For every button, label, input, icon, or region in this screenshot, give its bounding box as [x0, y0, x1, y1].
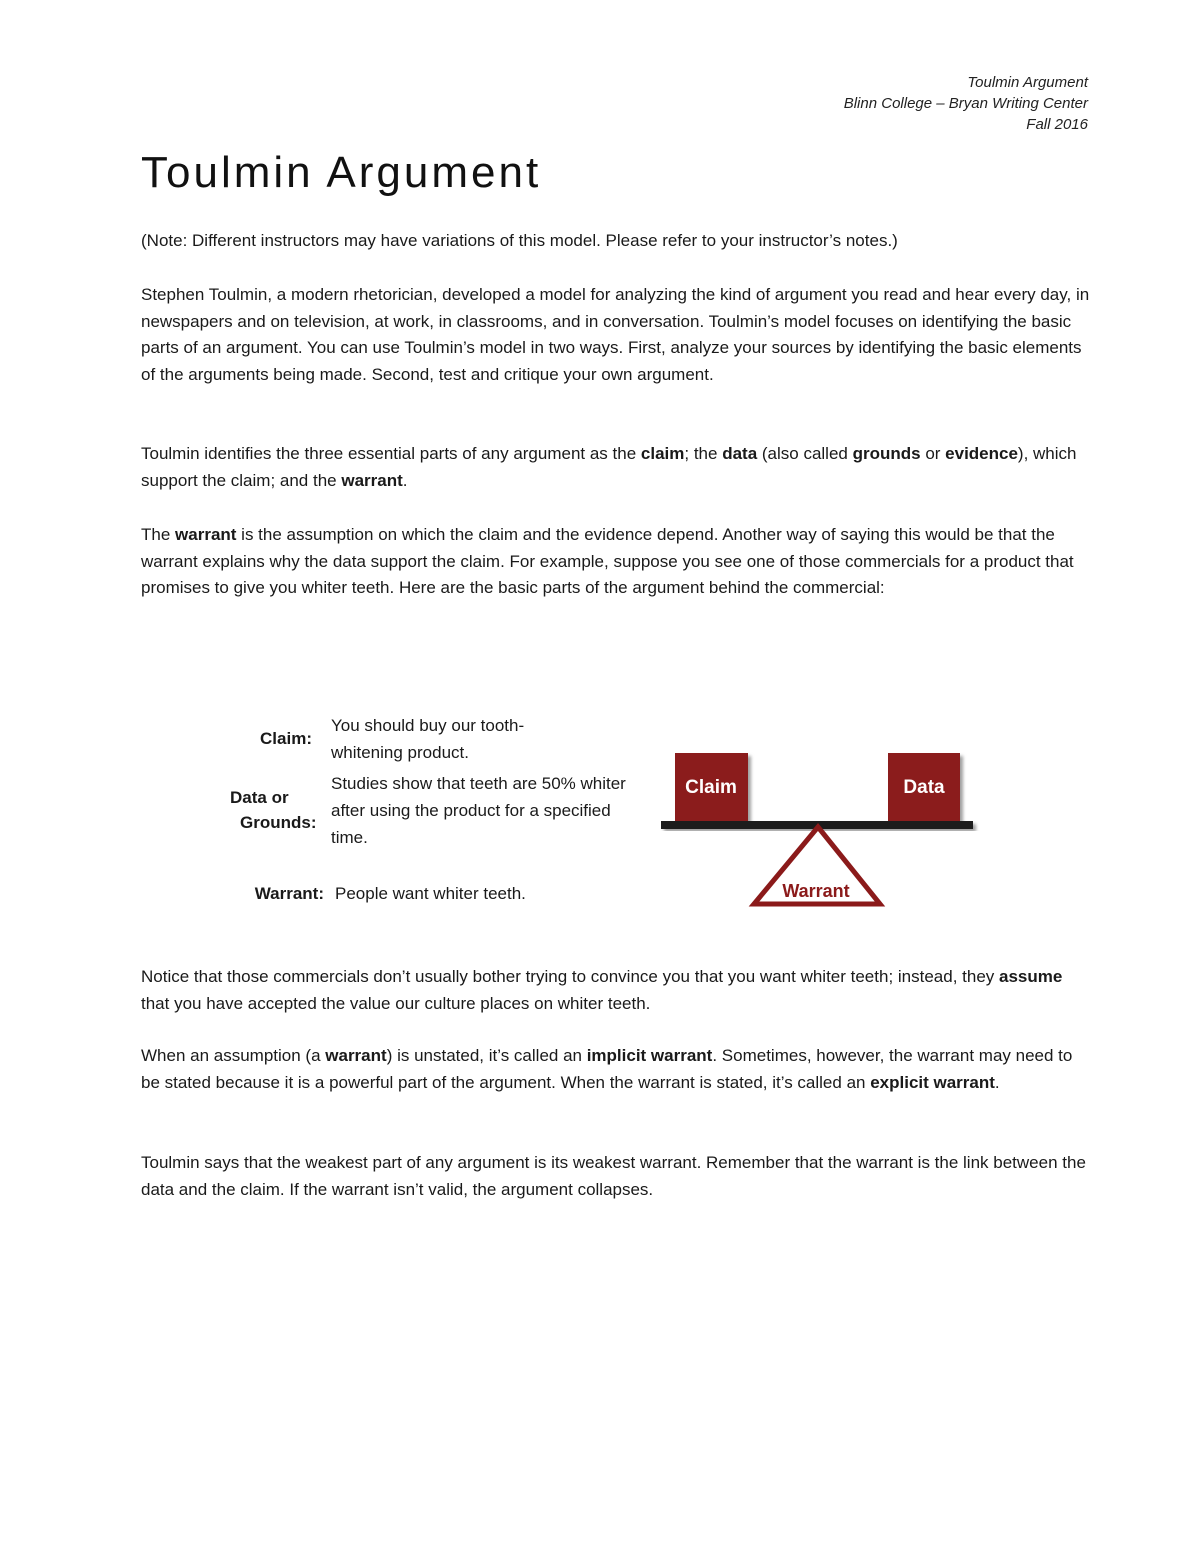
toulmin-balance-diagram [655, 745, 980, 915]
intro-text: Stephen Toulmin, a modern rhetorician, developed a model for analyzing the kind of argument you read and hear every day, in newspapers and on television, at work, in classrooms, and in conversation. Toulmin’s model focuses on identifying the basic parts of an argument. You can use Toulmin’s model in two ways. First, analyze your sources by identifying the basic elements of the arguments being made. Second, test and critique your own argument. [141, 285, 1090, 384]
claim-label: Claim: [260, 729, 312, 748]
data-label-line-1: Data or [230, 788, 289, 807]
bold-warrant: warrant [175, 525, 237, 544]
text-span: ), which support the claim; and the [141, 444, 1077, 490]
claim-box-label: Claim [685, 777, 737, 798]
text-span: . Sometimes, however, the warrant may need to be stated because it is a powerful part of the argument. When the warrant is stated, it’s called an [141, 1046, 1073, 1092]
data-box-label: Data [903, 777, 945, 798]
warrant-paragraph [141, 522, 1091, 602]
commercials-paragraph [141, 964, 1091, 1017]
bold-assume: assume [999, 967, 1063, 986]
bold-data: data [722, 444, 758, 463]
text-span: that you have accepted the value our culture places on whiter teeth. [141, 993, 651, 1013]
data-text: Studies show that teeth are 50% whiter after using the product for a specified time. [331, 774, 626, 847]
text-span: Toulmin identifies the three essential parts of any argument as the [141, 444, 641, 463]
bold-claim: claim [640, 444, 685, 463]
header-line-2: Blinn College – Bryan Writing Center [843, 95, 1088, 112]
note-paragraph [141, 228, 1091, 255]
data-label-line-2: Grounds: [240, 813, 317, 832]
essential-parts-paragraph [141, 441, 1091, 494]
bold-warrant: warrant [325, 1046, 387, 1065]
weakest-warrant-paragraph [141, 1150, 1091, 1203]
header-line-1: Toulmin Argument [967, 74, 1088, 91]
intro-paragraph [141, 282, 1091, 388]
header-line-3: Fall 2016 [1026, 116, 1088, 133]
bold-grounds: grounds [852, 444, 921, 463]
text-span: . [402, 470, 408, 490]
text-span: When an assumption (a [141, 1046, 326, 1065]
warrant-triangle-label: Warrant [782, 881, 850, 901]
weakest-warrant-text: Toulmin says that the weakest part of any argument is its weakest warrant. Remember that the warrant is the link between the data and the claim. If the warrant isn’t valid, the argument collapses. [141, 1153, 1086, 1199]
text-span: is the assumption on which the claim and the evidence depend. Another way of saying this would be that the warrant explains why the data support the claim. For example, suppose you see one of those commercials for a product that promises to give you whiter teeth. Here are the basic parts of the argument behind the commercial: [141, 525, 1074, 597]
text-span: (also called [757, 444, 853, 463]
page-title: Toulmin Argument [141, 148, 542, 197]
claim-text: You should buy our tooth-whitening product. [331, 716, 525, 762]
text-span: . [994, 1072, 1000, 1092]
bold-explicit-warrant: explicit warrant [870, 1072, 995, 1092]
implicit-explicit-paragraph [141, 1043, 1091, 1096]
warrant-label: Warrant: [254, 884, 324, 903]
text-span: ) is unstated, it’s called an [386, 1046, 587, 1065]
note-text: (Note: Different instructors may have variations of this model. Please refer to your instructor’s notes.) [141, 231, 898, 250]
document-header [844, 72, 1088, 135]
text-span: The [141, 525, 176, 544]
bold-evidence: evidence [945, 444, 1018, 463]
bold-implicit-warrant: implicit warrant [586, 1046, 713, 1065]
text-span: ; the [684, 444, 723, 463]
text-span: or [920, 444, 946, 463]
bold-warrant: warrant [341, 470, 403, 490]
warrant-text: People want whiter teeth. [335, 884, 526, 903]
text-span: Notice that those commercials don’t usually bother trying to convince you that you want whiter teeth; instead, they [141, 967, 1000, 986]
